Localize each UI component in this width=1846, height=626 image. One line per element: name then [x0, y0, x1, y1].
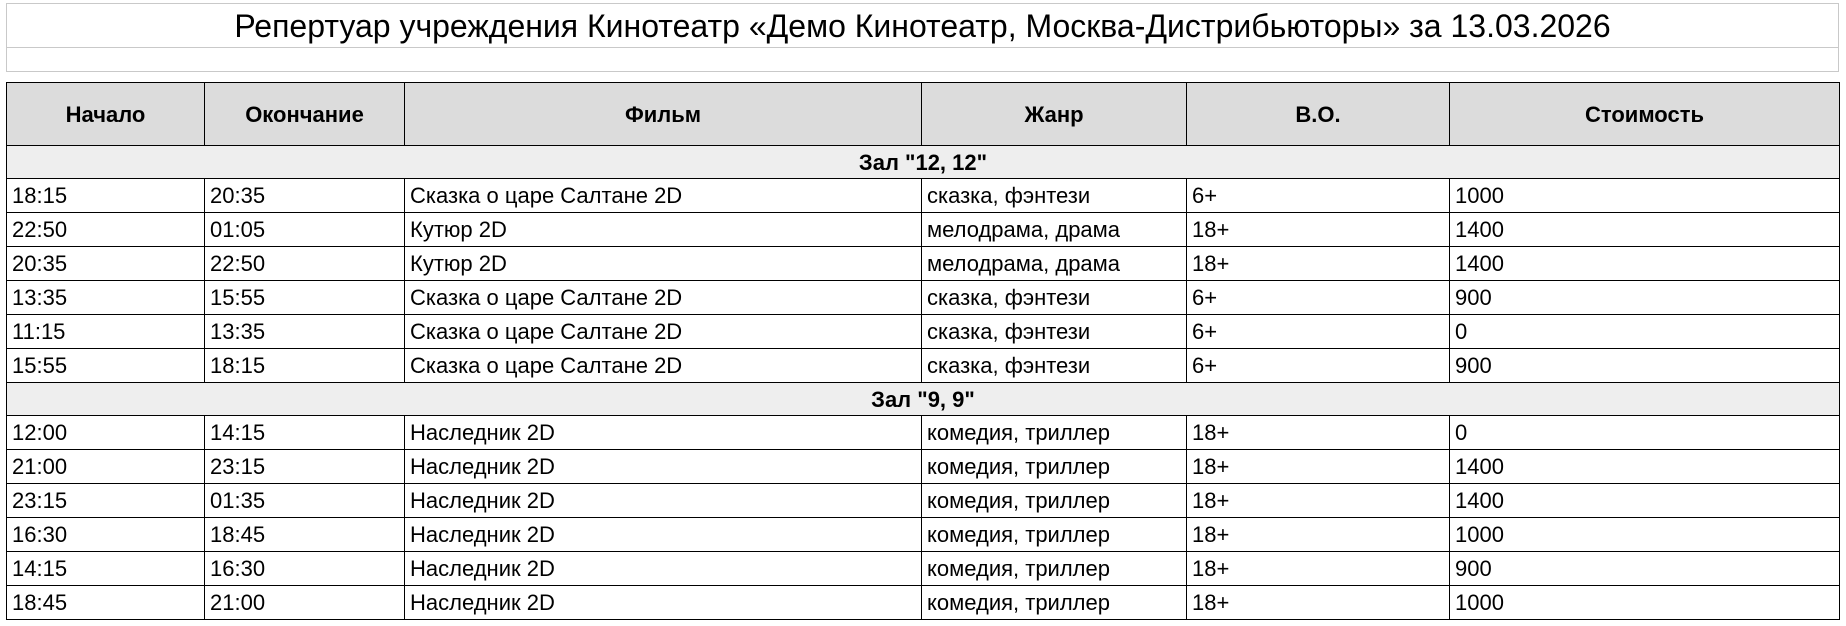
- age-rating-cell: 6+: [1187, 315, 1450, 349]
- film-title-cell: Сказка о царе Салтане 2D: [405, 179, 922, 213]
- genre-cell: сказка, фэнтези: [922, 281, 1187, 315]
- price-cell: 1000: [1450, 586, 1840, 620]
- genre-cell: комедия, триллер: [922, 586, 1187, 620]
- end-time-cell: 18:15: [205, 349, 405, 383]
- film-title-cell: Сказка о царе Салтане 2D: [405, 281, 922, 315]
- start-time-cell: 14:15: [7, 552, 205, 586]
- genre-cell: комедия, триллер: [922, 416, 1187, 450]
- genre-cell: сказка, фэнтези: [922, 179, 1187, 213]
- start-time-cell: 23:15: [7, 484, 205, 518]
- column-header-film: Фильм: [405, 83, 922, 146]
- table-row: [7, 349, 1840, 383]
- hall-row: [7, 146, 1840, 179]
- age-rating-cell: 18+: [1187, 450, 1450, 484]
- age-rating-cell: 6+: [1187, 349, 1450, 383]
- age-rating-cell: 18+: [1187, 247, 1450, 281]
- film-title-cell: Кутюр 2D: [405, 247, 922, 281]
- age-rating-cell: 18+: [1187, 518, 1450, 552]
- end-time-cell: 20:35: [205, 179, 405, 213]
- price-cell: 900: [1450, 552, 1840, 586]
- end-time-cell: 01:05: [205, 213, 405, 247]
- start-time-cell: 16:30: [7, 518, 205, 552]
- header-row: [7, 83, 1840, 146]
- table-row: [7, 518, 1840, 552]
- film-title-cell: Наследник 2D: [405, 552, 922, 586]
- table-row: [7, 179, 1840, 213]
- end-time-cell: 15:55: [205, 281, 405, 315]
- table-row: [7, 552, 1840, 586]
- price-cell: 0: [1450, 416, 1840, 450]
- genre-cell: мелодрама, драма: [922, 213, 1187, 247]
- price-cell: 1400: [1450, 213, 1840, 247]
- start-time-cell: 21:00: [7, 450, 205, 484]
- film-title-cell: Наследник 2D: [405, 586, 922, 620]
- empty-row: [6, 48, 1839, 72]
- price-cell: 1000: [1450, 518, 1840, 552]
- hall-row: [7, 383, 1840, 416]
- end-time-cell: 22:50: [205, 247, 405, 281]
- age-rating-cell: 18+: [1187, 586, 1450, 620]
- genre-cell: комедия, триллер: [922, 484, 1187, 518]
- end-time-cell: 23:15: [205, 450, 405, 484]
- start-time-cell: 20:35: [7, 247, 205, 281]
- table-row: [7, 281, 1840, 315]
- table-row: [7, 586, 1840, 620]
- table-row: [7, 315, 1840, 349]
- table-row: [7, 450, 1840, 484]
- table-row: [7, 213, 1840, 247]
- end-time-cell: 13:35: [205, 315, 405, 349]
- table-row: [7, 484, 1840, 518]
- age-rating-cell: 6+: [1187, 281, 1450, 315]
- film-title-cell: Наследник 2D: [405, 450, 922, 484]
- column-header-age-rating: В.О.: [1187, 83, 1450, 146]
- table-row: [7, 247, 1840, 281]
- film-title-cell: Сказка о царе Салтане 2D: [405, 349, 922, 383]
- hall-name: Зал "12, 12": [7, 146, 1840, 179]
- column-header-start: Начало: [7, 83, 205, 146]
- age-rating-cell: 18+: [1187, 552, 1450, 586]
- end-time-cell: 16:30: [205, 552, 405, 586]
- start-time-cell: 11:15: [7, 315, 205, 349]
- film-title-cell: Наследник 2D: [405, 518, 922, 552]
- age-rating-cell: 18+: [1187, 213, 1450, 247]
- start-time-cell: 18:15: [7, 179, 205, 213]
- column-header-price: Стоимость: [1450, 83, 1840, 146]
- price-cell: 1400: [1450, 484, 1840, 518]
- film-title-cell: Кутюр 2D: [405, 213, 922, 247]
- end-time-cell: 21:00: [205, 586, 405, 620]
- start-time-cell: 12:00: [7, 416, 205, 450]
- table-row: [7, 416, 1840, 450]
- genre-cell: сказка, фэнтези: [922, 315, 1187, 349]
- column-header-genre: Жанр: [922, 83, 1187, 146]
- age-rating-cell: 18+: [1187, 416, 1450, 450]
- age-rating-cell: 6+: [1187, 179, 1450, 213]
- page-title: Репертуар учреждения Кинотеатр «Демо Кинотеатр, Москва-Дистрибьюторы» за 13.03.2026: [6, 3, 1839, 48]
- column-header-end: Окончание: [205, 83, 405, 146]
- film-title-cell: Сказка о царе Салтане 2D: [405, 315, 922, 349]
- start-time-cell: 13:35: [7, 281, 205, 315]
- genre-cell: комедия, триллер: [922, 450, 1187, 484]
- price-cell: 1400: [1450, 247, 1840, 281]
- age-rating-cell: 18+: [1187, 484, 1450, 518]
- end-time-cell: 18:45: [205, 518, 405, 552]
- hall-name: Зал "9, 9": [7, 383, 1840, 416]
- price-cell: 900: [1450, 281, 1840, 315]
- end-time-cell: 14:15: [205, 416, 405, 450]
- price-cell: 1000: [1450, 179, 1840, 213]
- genre-cell: сказка, фэнтези: [922, 349, 1187, 383]
- genre-cell: мелодрама, драма: [922, 247, 1187, 281]
- genre-cell: комедия, триллер: [922, 518, 1187, 552]
- film-title-cell: Наследник 2D: [405, 484, 922, 518]
- start-time-cell: 22:50: [7, 213, 205, 247]
- table-body: [7, 146, 1840, 620]
- genre-cell: комедия, триллер: [922, 552, 1187, 586]
- start-time-cell: 15:55: [7, 349, 205, 383]
- film-title-cell: Наследник 2D: [405, 416, 922, 450]
- price-cell: 0: [1450, 315, 1840, 349]
- price-cell: 1400: [1450, 450, 1840, 484]
- repertoire-table: [6, 82, 1840, 620]
- price-cell: 900: [1450, 349, 1840, 383]
- end-time-cell: 01:35: [205, 484, 405, 518]
- start-time-cell: 18:45: [7, 586, 205, 620]
